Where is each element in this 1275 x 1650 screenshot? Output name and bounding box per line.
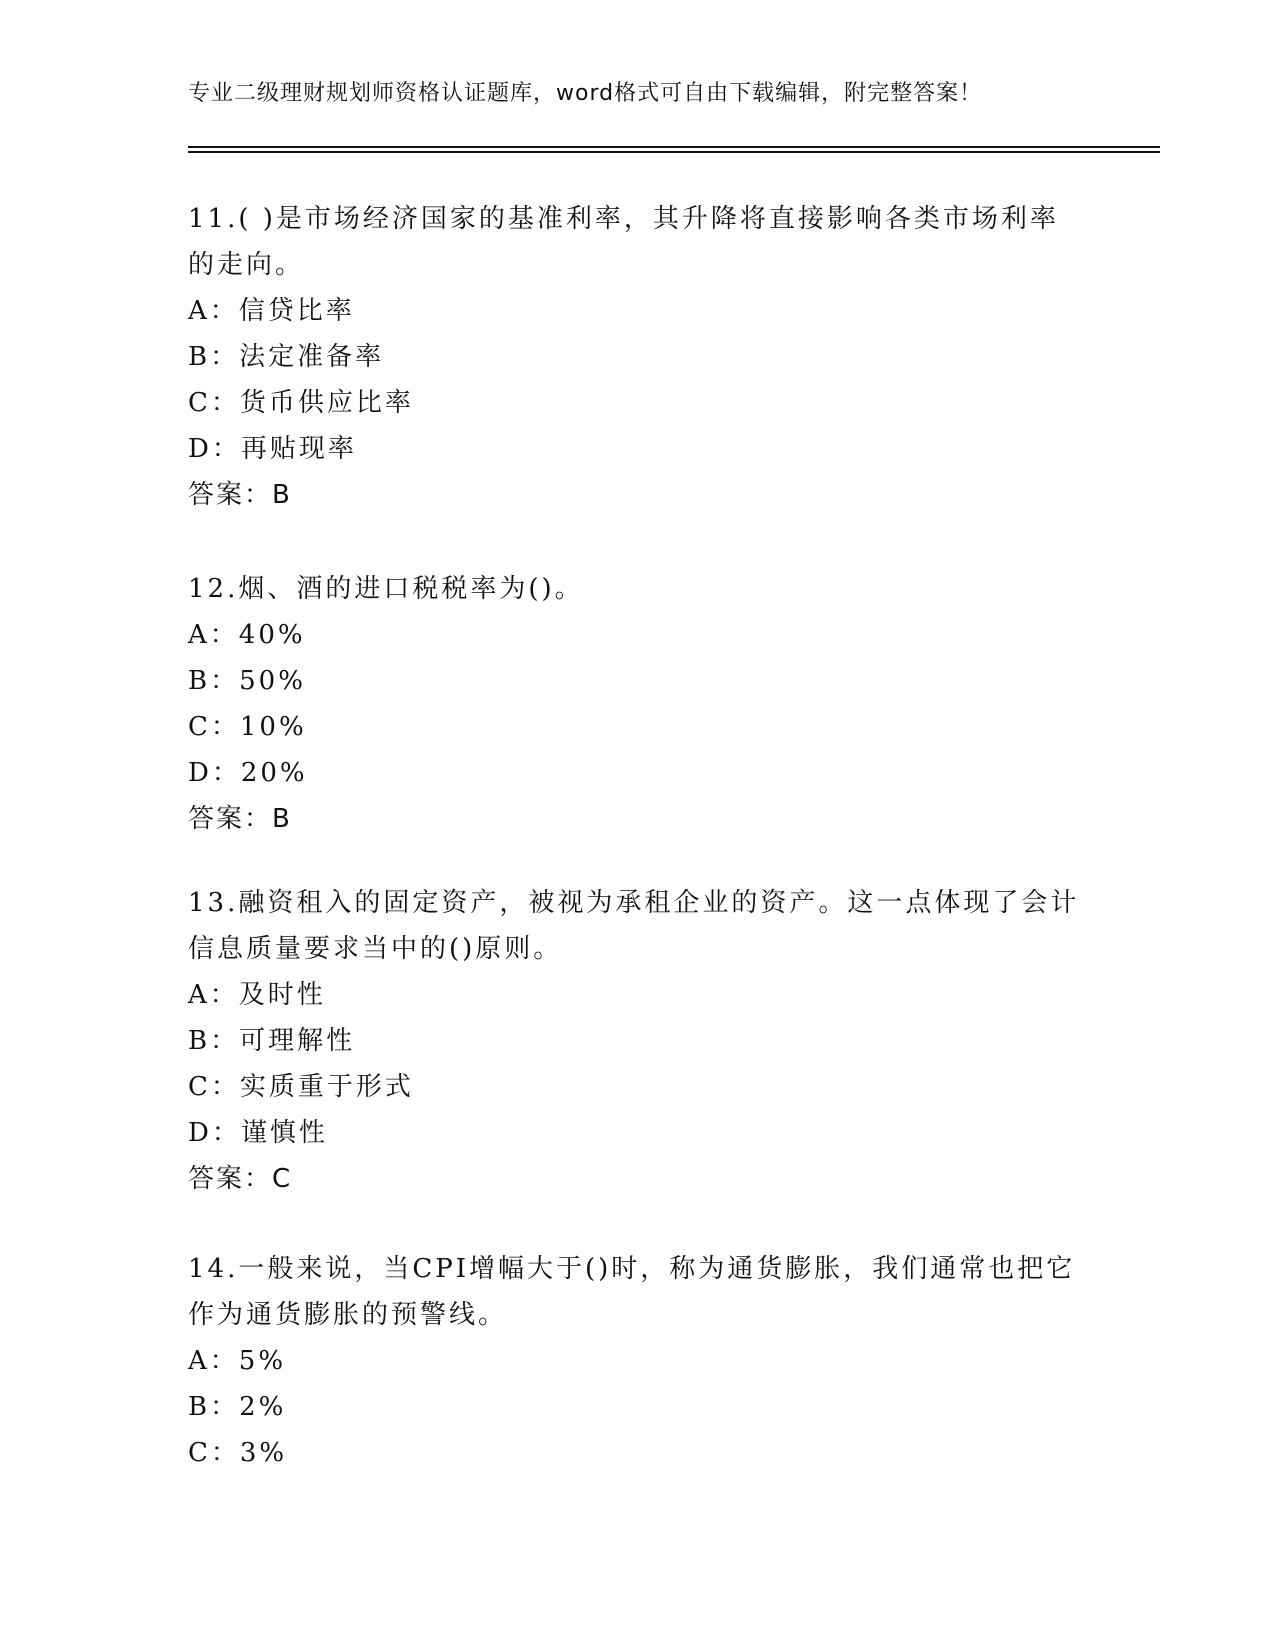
question-14: [188, 1246, 1088, 1476]
option-a: A：40%: [188, 620, 306, 650]
option-c: C：3%: [188, 1438, 288, 1468]
question-stem-line: 13.融资租入的固定资产，被视为承租企业的资产。这一点体现了会计: [188, 888, 1080, 918]
option-a: A：信贷比率: [188, 296, 355, 326]
option-b: B：可理解性: [188, 1026, 356, 1056]
question-stem-line: 11.( )是市场经济国家的基准利率，其升降将直接影响各类市场利率: [188, 204, 1059, 234]
answer-label: 答案：B: [188, 480, 292, 510]
option-a: A：及时性: [188, 980, 326, 1010]
option-d: D：谨慎性: [188, 1118, 328, 1148]
question-stem-line: 12.烟、酒的进口税税率为()。: [188, 574, 584, 604]
option-a: A：5%: [188, 1346, 287, 1376]
option-c: C：10%: [188, 712, 307, 742]
header-rule-bottom: [188, 151, 1160, 153]
question-12: [188, 566, 1088, 842]
option-c: C：实质重于形式: [188, 1072, 414, 1102]
question-stem-line: 作为通货膨胀的预警线。: [188, 1300, 508, 1330]
page-header: 专业二级理财规划师资格认证题库，word格式可自由下载编辑，附完整答案！: [188, 81, 983, 106]
question-11: [188, 196, 1088, 518]
question-stem-line: 的走向。: [188, 250, 305, 280]
option-d: D：再贴现率: [188, 434, 357, 464]
option-b: B：法定准备率: [188, 342, 385, 372]
question-stem-line: 信息质量要求当中的()原则。: [188, 934, 563, 964]
header-rule-top: [188, 146, 1160, 148]
option-b: B：2%: [188, 1392, 287, 1422]
option-d: D：20%: [188, 758, 308, 788]
question-13: [188, 880, 1088, 1202]
answer-label: 答案：C: [188, 1164, 293, 1194]
question-stem-line: 14.一般来说，当CPI增幅大于()时，称为通货膨胀，我们通常也把它: [188, 1254, 1076, 1284]
answer-label: 答案：B: [188, 804, 292, 834]
option-c: C：货币供应比率: [188, 388, 414, 418]
option-b: B：50%: [188, 666, 306, 696]
